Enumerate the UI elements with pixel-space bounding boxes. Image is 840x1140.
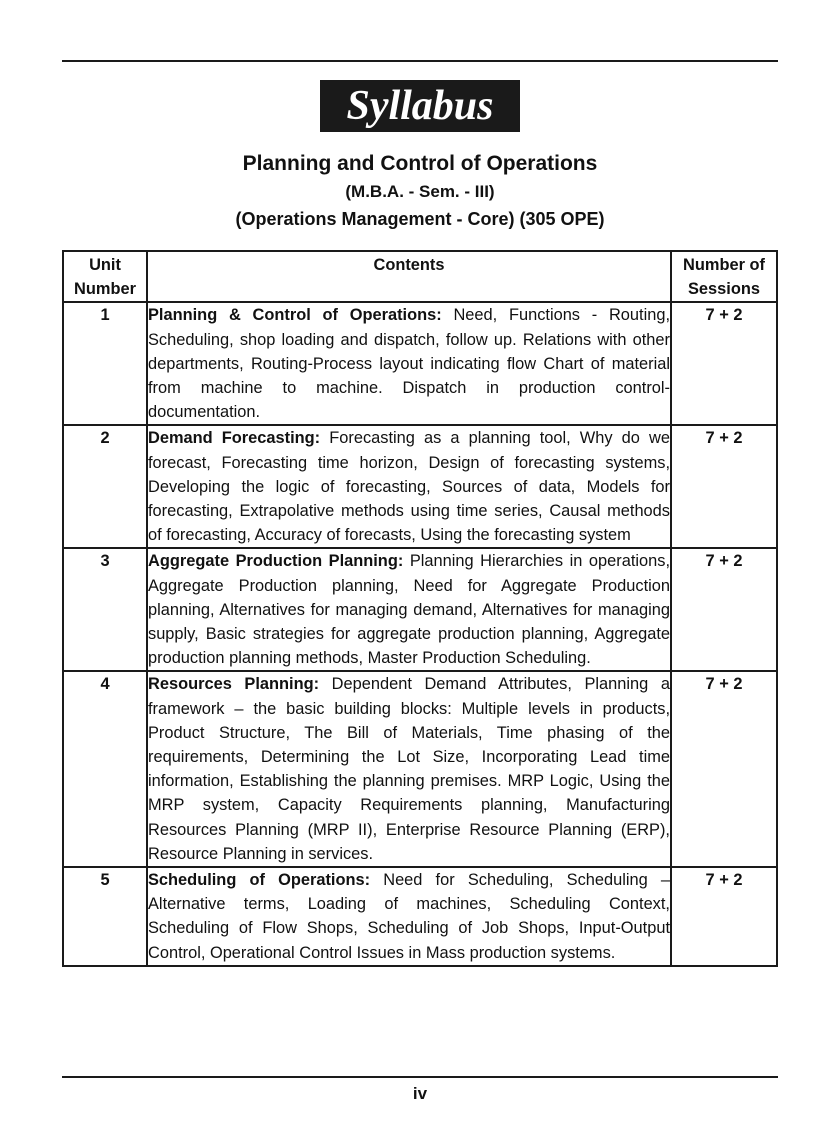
unit-description: Planning Hierarchies in operations, Aggregate Production planning, Need for Aggregate Production planning, Alternatives for managing demand, Alternatives for managing supply, Basic strategies for aggregate production planning, Aggregate production planning methods, Master Production Scheduling. bbox=[148, 552, 670, 668]
unit-heading: Aggregate Production Planning: bbox=[148, 552, 404, 571]
table-header-row bbox=[63, 251, 777, 302]
unit-contents bbox=[147, 548, 671, 671]
unit-number: 5 bbox=[63, 867, 147, 966]
unit-description: Need for Scheduling, Scheduling – Alternative terms, Loading of machines, Scheduling Context, Scheduling of Flow Shops, Scheduling of Job Shops, Input-Output Control, Operational Control Issues in Mass production systems. bbox=[148, 871, 670, 962]
course-title: Planning and Control of Operations bbox=[242, 152, 598, 175]
unit-contents bbox=[147, 671, 671, 867]
unit-description: Forecasting as a planning tool, Why do we forecast, Forecasting time horizon, Design of forecasting systems, Developing the logic of forecasting, Sources of data, Models for forecasting, Extrapolative methods using time series, Causal methods of forecasting, Accuracy of forecasts, Using the forecasting system bbox=[148, 429, 670, 545]
unit-header-line2: Number bbox=[74, 280, 136, 299]
table-row bbox=[63, 671, 777, 867]
page-number: iv bbox=[412, 1084, 428, 1103]
unit-heading: Scheduling of Operations: bbox=[148, 871, 371, 890]
sessions-header-line1: Number of bbox=[683, 256, 765, 274]
sessions-header-line2: Sessions bbox=[688, 280, 760, 299]
top-rule bbox=[62, 60, 778, 62]
course-semester: (M.B.A. - Sem. - III) bbox=[345, 182, 495, 201]
table-row bbox=[63, 425, 777, 548]
unit-number-header bbox=[63, 251, 147, 302]
unit-sessions: 7 + 2 bbox=[671, 302, 777, 425]
syllabus-table bbox=[62, 250, 778, 967]
unit-sessions: 7 + 2 bbox=[671, 548, 777, 671]
unit-description: Need, Functions - Routing, Scheduling, shop loading and dispatch, follow up. Relations with other departments, Routing-Process layout indicating flow Chart of material from machine to machine. Dispatch in production control-documentation. bbox=[148, 306, 670, 422]
unit-heading: Planning & Control of Operations: bbox=[148, 306, 442, 325]
unit-description: Dependent Demand Attributes, Planning a framework – the basic building blocks: Multiple levels in products, Product Structure, The Bill of Materials, Time phasing of the requirements, Determining the Lot Size, Incorporating Lead time information, Establishing the planning premises. MRP Logic, Using the MRP system, Capacity Requirements planning, Manufacturing Resources Planning (MRP II), Enterprise Resource Planning (ERP), Resource Planning in services. bbox=[148, 675, 670, 863]
unit-number: 2 bbox=[63, 425, 147, 548]
unit-contents bbox=[147, 302, 671, 425]
bottom-rule bbox=[62, 1076, 778, 1078]
unit-heading: Resources Planning: bbox=[148, 675, 320, 694]
unit-number: 1 bbox=[63, 302, 147, 425]
unit-contents bbox=[147, 425, 671, 548]
unit-heading: Demand Forecasting: bbox=[148, 429, 321, 448]
unit-contents bbox=[147, 867, 671, 966]
table-row bbox=[63, 302, 777, 425]
unit-sessions: 7 + 2 bbox=[671, 671, 777, 867]
unit-number: 4 bbox=[63, 671, 147, 867]
sessions-header bbox=[671, 251, 777, 302]
contents-header: Contents bbox=[147, 251, 671, 302]
course-code: (Operations Management - Core) (305 OPE) bbox=[235, 209, 605, 229]
table-row bbox=[63, 867, 777, 966]
syllabus-badge: Syllabus bbox=[320, 80, 520, 132]
unit-header-line1: Unit bbox=[89, 256, 121, 274]
table-row bbox=[63, 548, 777, 671]
unit-sessions: 7 + 2 bbox=[671, 425, 777, 548]
unit-sessions: 7 + 2 bbox=[671, 867, 777, 966]
unit-number: 3 bbox=[63, 548, 147, 671]
